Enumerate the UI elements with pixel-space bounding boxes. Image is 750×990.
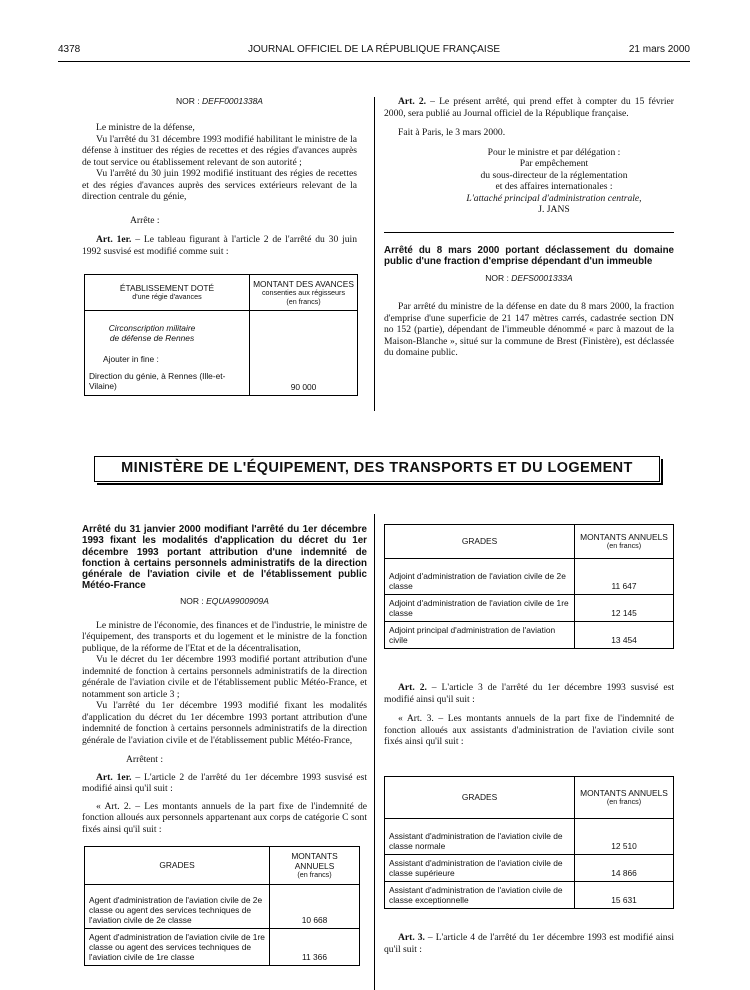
journal-title: JOURNAL OFFICIEL DE LA RÉPUBLIQUE FRANÇAISE: [247, 44, 501, 55]
right-bottom-text: [384, 682, 674, 748]
quoted-article: « Art. 2. – Les montants annuels de la part fixe de l'indemnité de fonction alloués aux personnels appartenant aux corps de catégorie C sont fixés ainsi qu'il suit :: [82, 800, 367, 835]
table-cell-amount: 13 454: [575, 622, 674, 649]
left-bottom-column: [82, 524, 367, 835]
nor-reference: NOR : EQUA9900909A: [180, 595, 269, 606]
table-cell-amount: 12 510: [575, 819, 674, 855]
table-header: MONTANTS ANNUELS (en francs): [270, 847, 360, 885]
table-cell-grade: Adjoint d'administration de l'aviation civile de 1re classe: [385, 595, 575, 622]
table-cell-grade: Assistant d'administration de l'aviation civile de classe supérieure: [385, 855, 575, 882]
table-cell-amount: 10 668: [270, 884, 360, 928]
table-header: GRADES: [385, 525, 575, 559]
table-cell-grade: Agent d'administration de l'aviation civile de 2e classe ou agent des services techniques de l'aviation civile de 2e classe: [85, 884, 270, 928]
page-number: 4378: [58, 44, 81, 55]
table-header: MONTANT DES AVANCES consenties aux régisseurs (en francs): [250, 275, 358, 311]
grades-table-assistants: [384, 776, 674, 909]
column-divider: [374, 514, 375, 990]
grades-table-b: [384, 524, 674, 649]
article-2: Art. 2. – Le présent arrêté, qui prend effet à compter du 15 février 2000, sera publié au Journal officiel de la République française.: [384, 96, 674, 119]
paragraph: Le ministre de la défense,: [96, 122, 195, 134]
arretent-label: Arrêtent :: [126, 754, 164, 766]
paragraph: Le ministre de l'économie, des finances et de l'industrie, le ministre de l'équipement, des transports et du logement et le ministre de la fonction publique, de la réforme de l'Etat et de la décentralisation,: [82, 619, 367, 654]
table-cell-amount: 90 000: [250, 311, 358, 396]
done-at: Fait à Paris, le 3 mars 2000.: [398, 127, 506, 138]
table-cell-grade: Assistant d'administration de l'aviation civile de classe exceptionnelle: [385, 882, 575, 909]
column-divider: [374, 97, 375, 411]
table-header: MONTANTS ANNUELS (en francs): [575, 777, 674, 819]
right-top-column: [384, 96, 674, 359]
issue-date: 21 mars 2000: [628, 44, 690, 55]
table-cell-amount: 11 366: [270, 929, 360, 966]
table-cell-amount: 11 647: [575, 559, 674, 595]
regie-table: [84, 274, 358, 396]
header-rule: [58, 61, 690, 62]
nor-reference: NOR : DEFS0001333A: [485, 273, 573, 284]
table-header: MONTANTS ANNUELS (en francs): [575, 525, 674, 559]
article-3-block: [384, 932, 674, 955]
ministry-banner: MINISTÈRE DE L'ÉQUIPEMENT, DES TRANSPORTS ET DU LOGEMENT: [94, 456, 660, 482]
nor-reference: NOR : DEFF0001338A: [176, 96, 263, 106]
paragraph: Vu l'arrêté du 30 juin 1992 modifié instituant des régies de recettes et des régies d'avances auprès des services extérieurs relevant de la direction centrale du génie,: [82, 168, 357, 203]
article-1: Art. 1er. – L'article 2 de l'arrêté du 1er décembre 1993 susvisé est modifié ainsi qu'il suit :: [82, 771, 367, 795]
article-1: Art. 1er. – Le tableau figurant à l'article 2 de l'arrêté du 30 juin 1992 susvisé est modifié comme suit :: [82, 234, 357, 257]
table-header: GRADES: [385, 777, 575, 819]
paragraph: Vu l'arrêté du 31 décembre 1993 modifié habilitant le ministre de la défense à instituer des régies de recettes et des régies d'avances auprès de tout service ou établissement relevant de son autorité ;: [82, 133, 357, 168]
table-cell-grade: Assistant d'administration de l'aviation civile de classe normale: [385, 819, 575, 855]
paragraph: Vu l'arrêté du 1er décembre 1993 modifié fixant les modalités d'application du décret du 1er décembre 1993 portant attribution d'une indemnité de fonction à certains personnels administratifs de la direction générale de l'aviation civile et de l'établissement public Météo-France,: [82, 700, 367, 746]
table-cell-grade: Adjoint principal d'administration de l'aviation civile: [385, 622, 575, 649]
table-cell-grade: Agent d'administration de l'aviation civile de 1re classe ou agent des services techniques de l'aviation civile de 1re classe: [85, 929, 270, 966]
decree-title: Arrêté du 31 janvier 2000 modifiant l'arrêté du 1er décembre 1993 fixant les modalités d'application du décret du 1er décembre 1993 portant attribution d'une indemnité de fonction à certains personnels administratifs de la direction générale de l'aviation civile et de l'établissement public Météo-France: [82, 524, 367, 592]
table-cell-amount: 15 631: [575, 882, 674, 909]
paragraph: Vu le décret du 1er décembre 1993 modifié portant attribution d'une indemnité de fonction à certains personnels administratifs de la direction générale de l'aviation civile et de l'établissement public Météo-France, et notamment son article 3 ;: [82, 654, 367, 700]
left-top-column: [82, 96, 357, 257]
arrete-label: Arrête :: [130, 214, 160, 226]
article-2: Art. 2. – L'article 3 de l'arrêté du 1er décembre 1993 susvisé est modifié ainsi qu'il suit :: [384, 682, 675, 705]
decree-title: Arrêté du 8 mars 2000 portant déclassement du domaine public d'une fraction d'emprise dépendant d'un immeuble: [384, 244, 674, 267]
page-header: [58, 44, 690, 60]
grades-table-c: [84, 846, 360, 966]
table-cell-amount: 12 145: [575, 595, 674, 622]
article-3: Art. 3. – L'article 4 de l'arrêté du 1er décembre 1993 est modifié ainsi qu'il suit :: [384, 932, 675, 955]
table-header: ÉTABLISSEMENT DOTÉ d'une régie d'avances: [85, 275, 250, 311]
separator: [384, 232, 674, 245]
table-cell-amount: 14 866: [575, 855, 674, 882]
table-header: GRADES: [85, 847, 270, 885]
paragraph: Par arrêté du ministre de la défense en date du 8 mars 2000, la fraction d'emprise d'une superficie de 21 147 mètres carrés, cadastrée section DN no 152 (partie), dépendant de l'immeuble dénommé « parc à mazout de la Maison-Blanche », situé sur la commune de Brest (Finistère), est déclassée du domaine public.: [384, 301, 674, 359]
table-cell-grade: Adjoint d'administration de l'aviation civile de 2e classe: [385, 559, 575, 595]
quoted-article: « Art. 3. – Les montants annuels de la part fixe de l'indemnité de fonction alloués aux assistants d'administration de l'aviation civile sont fixés ainsi qu'il suit :: [384, 713, 674, 747]
table-cell: Circonscription militaire de défense de Rennes Ajouter in fine : Direction du génie, à Rennes (Ille-et-Vilaine): [85, 311, 250, 396]
signature-block: Pour le ministre et par délégation : Par empêchement du sous-directeur de la réglementation et des affaires internationales : L'attaché principal d'administration centrale, J. JANS: [466, 146, 642, 215]
